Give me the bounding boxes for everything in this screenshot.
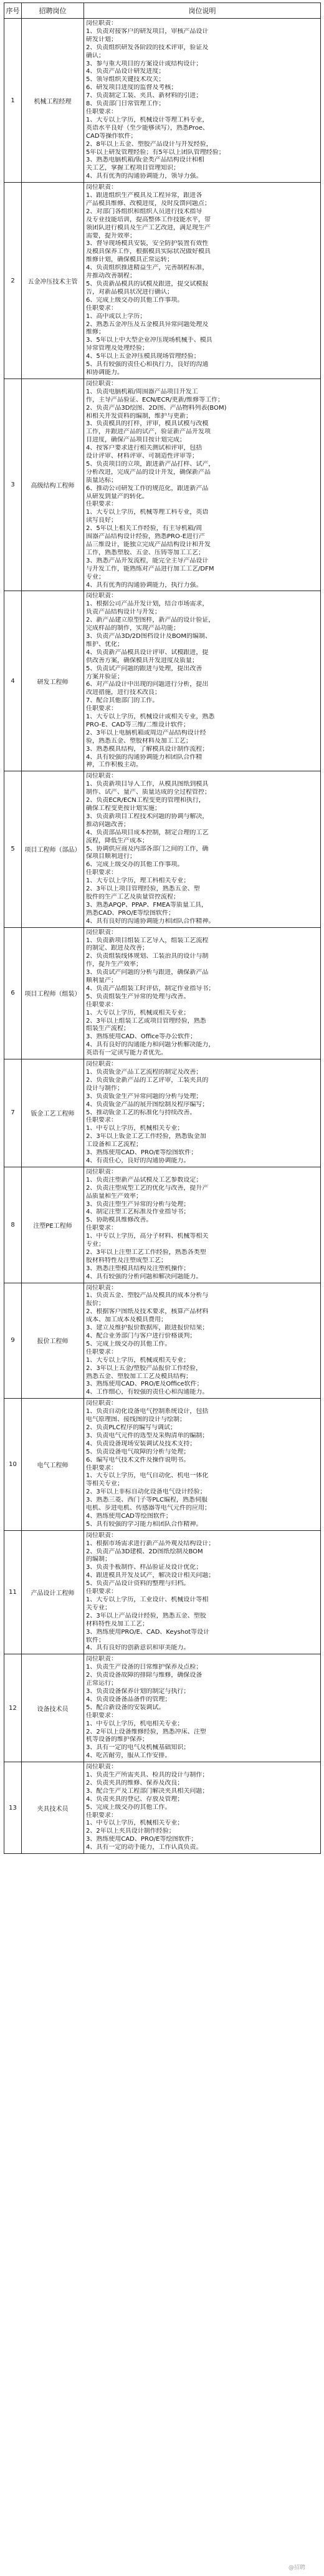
job-table [4, 2, 321, 1854]
description-line: 电机、步进电机、传感器等电气元件的应用； [86, 1505, 211, 1512]
description-line: 3、5年以上中大型企业冲压现场机械手、模具 [86, 337, 212, 344]
description-line: 维修计划，确保模具正常运转； [86, 256, 173, 264]
description-line: 4、工作细心，有较强的责任心和沟通能力。 [86, 1389, 209, 1396]
description-line: 6、完成上级交办的其他工作事项。 [86, 861, 184, 869]
description-line: 读写良好； [86, 517, 117, 524]
description-line: 材料特性及加工工艺； [86, 1620, 148, 1628]
position-description [84, 19, 321, 183]
description-line: 2、负责注塑成型工艺的优化与改善，提升产 [86, 1184, 209, 1192]
description-line: 2、熟悉五金冲压及五金模具异常问题处理及 [86, 321, 209, 328]
description-line: 4、具有较强的沟通协调能力和团队合作精 [86, 753, 202, 761]
description-line: 3、负责设备保养计划的制定与执行； [86, 1687, 190, 1695]
description-line: 岗位职责： [86, 1656, 117, 1663]
description-line: 岗位职责： [86, 184, 117, 191]
description-line: 3、负责注塑生产异常的分析与处理； [86, 1200, 190, 1208]
position-name: 产品设计工程师 [22, 1530, 84, 1654]
description-line: 1、跟进组织生产模具及工程异常，跟进各 [86, 192, 202, 200]
description-line: 2、3年以上非标自动化设备电气设计经验； [86, 1488, 206, 1496]
description-line: 完成样品的制作，实现产品功能； [86, 625, 179, 632]
description-line: 工作，熟悉塑胶、五金、压铸等加工工艺； [86, 549, 204, 556]
description-line: 1、大专以上学历，机械或相关专业； [86, 1009, 190, 1016]
description-line: 的编制； [86, 1556, 111, 1563]
position-name: 高级结构工程师 [22, 379, 84, 591]
row-number: 4 [4, 591, 22, 771]
position-name: 钣金工艺工程师 [22, 1059, 84, 1167]
description-line: 4、5年以上五金冲压模具现场管理经验； [86, 353, 200, 360]
description-line: 成本、加工成本及模具费用； [86, 1316, 167, 1324]
position-name: 夹具技术员 [22, 1762, 84, 1854]
description-line: 3、建立及维护报价数据库，跟进报价结果； [86, 1324, 209, 1332]
description-line: 专业； [86, 1241, 105, 1248]
description-line: 研发计划； [86, 36, 117, 43]
description-line: 胶材料特性及注塑成型工艺； [86, 1257, 167, 1264]
row-number: 13 [4, 1762, 22, 1854]
description-line: 3、负责电气元件的选型及采购清单的编制； [86, 1432, 209, 1439]
position-name: 五金冲压技术主管 [22, 183, 84, 379]
position-description [84, 1059, 321, 1167]
description-line: 验，熟悉五金、塑胶材料及加工工艺； [86, 737, 192, 745]
description-line: 1、大专以上学历，机械设计等理工科专业， [86, 116, 209, 123]
description-line: 产品模具维修、改模进度，及时反馈问题点； [86, 200, 211, 207]
description-line: 1、中专以上学历，机械相关专业； [86, 1125, 184, 1132]
description-line: 3、参与重大项目的方案设计或结构设计； [86, 60, 202, 67]
description-line: 告，对新品模具状况进行确认； [86, 288, 173, 296]
description-line: 目进度，确保产品项目按计划完成； [86, 437, 186, 444]
description-line: 确认； [86, 52, 105, 59]
description-line: 5、推动钣金工艺的标准化与持续改善。 [86, 1109, 196, 1116]
description-line: 5、负责新品模具的试模及跟进，提交试模报 [86, 281, 209, 287]
description-line: 2、负责产品3D绘图、2D图、产品物料列表(BOM) [86, 404, 227, 412]
row-number: 10 [4, 1399, 22, 1531]
description-line: 5年以上研发管理经验；有5年以上团队管理经验； [86, 148, 225, 156]
description-line: 报价； [86, 1300, 105, 1308]
table-row [4, 1762, 321, 1854]
description-line: 围器产品结构设计经验，熟悉PRO-E进行产 [86, 533, 206, 541]
description-line: 3、熟悉APQP、PPAP、FMEA等质量工具， [86, 901, 207, 909]
description-line: 工设备和工艺流程； [86, 1141, 142, 1149]
description-line: 5、协调供应商及内部各部门之间的工作，确 [86, 845, 209, 852]
header-no: 序号 [4, 3, 22, 19]
description-line: 岗位职责： [86, 380, 117, 387]
position-name: 注塑PE工程师 [22, 1167, 84, 1283]
description-line: 4、熟练使用CAD等绘图软件； [86, 1512, 172, 1520]
description-line: 作，主导产品验证、ECN/ECR/更新/维修等工作； [86, 396, 224, 403]
description-line: 1、中专以上学历，机械相关专业； [86, 1820, 184, 1827]
description-line: 6、完成上级交办的其他工作事项。 [86, 296, 184, 304]
description-line: 维护、优化； [86, 640, 123, 648]
description-line: 维修； [86, 329, 105, 336]
description-line: 4、负责产品设计研发进度； [86, 68, 165, 75]
description-line: 制作、试产、量产、质量达成的全过程管控； [86, 789, 211, 796]
description-line: 4、吃苦耐劳，服从工作安排。 [86, 1752, 171, 1760]
description-line: 6、推动公司研发工作的规范化，跟进新产品 [86, 485, 209, 492]
description-line: 5、完成上级交办的其他工作。 [86, 1803, 171, 1811]
description-line: 正常运行； [86, 1680, 117, 1687]
description-line: 3、熟悉三菱、西门子等PLC编程，熟悉伺服 [86, 1497, 207, 1504]
description-line: 5、具有较强的学习能力和团队合作精神。 [86, 1520, 202, 1528]
description-line: 及专业技能培训，提高整体工作技能水平，带 [86, 216, 211, 223]
description-line: 任职要求： [86, 1117, 117, 1124]
description-line: 5、负责项目的立项，跟进新产品打样、试产， [86, 460, 215, 468]
description-line: 从研发到量产的转化。 [86, 493, 148, 500]
description-line: 1、负责电脑机箱/周围器产品项目开发工 [86, 388, 198, 395]
description-line: 3、负责试产问题的分析与跟进，确保新产品 [86, 969, 209, 977]
description-line: 任职要求： [86, 108, 117, 115]
description-line: 1、负责生产设备的日常维护保养及点检； [86, 1664, 202, 1671]
description-line: 1、中专以上学历，机电相关专业； [86, 1720, 184, 1727]
description-line: 4、具有良好的创新意识和审美能力。 [86, 1644, 190, 1652]
table-row [4, 183, 321, 379]
description-line: 1、负责生产所需夹具、检具的设计与制作； [86, 1772, 209, 1779]
row-number: 11 [4, 1530, 22, 1654]
description-line: 岗位职责： [86, 1532, 117, 1539]
description-line: 方案并验证； [86, 673, 123, 680]
description-line: 1、大专以上学历，机械设计或相关专业，熟悉 [86, 713, 215, 721]
description-line: 4、具有良好的沟通能力和问题分析解决能力， [86, 1041, 215, 1049]
description-line: 品三维设计，能独立完成产品结构设计和开发 [86, 541, 211, 548]
position-name: 报价工程师 [22, 1283, 84, 1399]
description-line: 1、负责注塑新产品试模及工艺参数设定； [86, 1176, 202, 1184]
position-description [84, 771, 321, 927]
description-line: 4、负责产品组装工时评估，制定作业指导书； [86, 985, 215, 992]
description-line: 并推动改善制程； [86, 273, 136, 280]
description-line: 4、负责设备备品备件的管理； [86, 1696, 171, 1703]
description-line: 分析改进，完成产品的设计开发，确保新产品 [86, 468, 211, 476]
description-line: 1、大专以上学历，电气自动化、机电一体化 [86, 1472, 209, 1480]
description-line: 组装生产流程； [86, 1025, 130, 1033]
row-number: 9 [4, 1283, 22, 1399]
description-line: 质量达标； [86, 476, 117, 484]
description-line: 5、配合新设备的安装调试。 [86, 1704, 165, 1711]
description-line: 任职要求： [86, 1588, 117, 1596]
description-line: 熟悉CAD、PRO/E等绘图软件； [86, 909, 175, 917]
row-number: 6 [4, 927, 22, 1059]
description-line: 软件； [86, 1636, 105, 1644]
table-row [4, 19, 321, 183]
description-line: 和相关开发资料的编制，维护与更新； [86, 412, 192, 420]
description-line: 2、5年以上相关工作经验，有主导机箱/周 [86, 525, 202, 533]
description-line: 2、负责组装线体规划、工装治具的设计与制 [86, 953, 209, 960]
description-line: 2、3年以上注塑工艺工作经验，熟悉各类塑 [86, 1248, 206, 1256]
description-line: 4、配合业务部门与客户进行价格谈判； [86, 1333, 196, 1339]
description-line: 6、研发项目进度的监督及考核； [86, 84, 178, 92]
description-line: 2、负责产品3D建模、2D图纸绘制及BOM [86, 1548, 203, 1555]
description-line: 岗位职责： [86, 1400, 117, 1407]
description-line: 2、2年以上设备维修经验，熟悉冲床、注塑 [86, 1728, 206, 1735]
description-line: 3、负责模具的打样，评审，模具试模与改模 [86, 420, 209, 428]
description-line: 2、3年以上钣金工艺工作经验，熟悉钣金加 [86, 1133, 206, 1141]
description-line: 的制定、跟进及改善； [86, 945, 148, 952]
position-name: 机械工程经理 [22, 19, 84, 183]
position-description [84, 1167, 321, 1283]
description-line: 2、8年以上五金、塑胶产品设计与开发经验， [86, 140, 212, 148]
description-line: 任职要求： [86, 1348, 117, 1356]
description-line: 品质量和生产效率； [86, 1192, 142, 1200]
position-name: 项目工程师（部品） [22, 771, 84, 927]
description-line: 3、熟练使用CAD、PRO/E及Office软件； [86, 1381, 203, 1388]
description-line: 2、负责组织研发各阶段的技术评审，验证及 [86, 44, 209, 51]
description-line: 2、3年以上组装工艺或项目管理经验，熟悉 [86, 1017, 206, 1025]
description-line: 1、高中或以上学历； [86, 312, 146, 320]
description-line: 设计评审、材料评审、可制造性评审等； [86, 453, 198, 460]
description-line: 任职要求： [86, 1712, 117, 1719]
description-line: 7、配合其他部门的工作。 [86, 697, 159, 705]
description-line: 4、有责任心，良好的沟通协调能力。 [86, 1157, 190, 1164]
description-line: 任职要求： [86, 1225, 117, 1232]
description-line: 1、根据公司产品开发计划，结合市场需求， [86, 601, 209, 608]
description-line: 关专业； [86, 1604, 111, 1611]
description-line: 2、负责设备故障的排除与维修，确保设备 [86, 1672, 202, 1679]
table-header-row [4, 3, 321, 19]
position-name: 项目工程师（组装） [22, 927, 84, 1059]
description-line: 任职要求： [86, 304, 117, 312]
description-line: 1、负责新项目导入工作，从模具图纸到模具 [86, 781, 209, 788]
description-line: 4、按客户要求进行相关测试和评审，包括 [86, 445, 202, 452]
description-line: 3、负责钣金生产异常问题的分析与处理； [86, 1093, 202, 1100]
description-line: 1、根据市场需求进行新产品外观及结构设计； [86, 1540, 215, 1547]
description-line: 3、配合生产及工程部门解决夹具相关问题； [86, 1787, 209, 1795]
description-line: 保项目顺利进行； [86, 853, 136, 861]
table-row [4, 1399, 321, 1531]
description-line: 1、大专以上学历，机械或相关专业； [86, 1356, 190, 1364]
description-line: 英语水平良好（至少能够读写），熟悉Proe、 [86, 124, 209, 132]
description-line: 2、对部门各组织和组织人员进行技术指导 [86, 208, 202, 215]
description-line: 改进措施，进行技术改良； [86, 689, 161, 697]
description-line: 3、熟悉电脑机箱/钣金类产品结构设计和相 [86, 157, 204, 164]
description-line: 1、负责新项目组装工艺导入，组装工艺流程 [86, 937, 209, 944]
description-line: 3、负责手板制作、样品验证及设计优化； [86, 1564, 202, 1571]
description-line: 熟悉五金、塑胶加工工艺及模具结构； [86, 1372, 192, 1380]
description-line: 作，提升生产效率； [86, 961, 142, 968]
header-desc: 岗位说明 [84, 3, 321, 19]
description-line: 1、大专以上学历，机械等理工科专业，英语 [86, 509, 209, 516]
description-line: 岗位职责： [86, 20, 117, 27]
description-line: 供改善方案，确保模具开发进度及质量； [86, 657, 198, 664]
description-line: 5、负责试产问题的跟进与处理，提出改善 [86, 665, 202, 672]
table-row [4, 1530, 321, 1654]
description-line: 4、负责钣金产品的展开图绘制及程序编写； [86, 1101, 209, 1108]
description-line: 岗位职责： [86, 592, 117, 600]
description-line: 2、3年以上项目管理经验，熟悉五金、塑 [86, 885, 200, 893]
row-number: 8 [4, 1167, 22, 1283]
description-line: 神，工作积极主动。 [86, 761, 142, 769]
description-line: 岗位职责： [86, 1284, 117, 1291]
description-line: 1、负责钣金产品工艺流程的制定及改善； [86, 1069, 202, 1076]
description-line: 1、大专以上学历，理工科相关专业； [86, 877, 190, 885]
row-number: 1 [4, 19, 22, 183]
description-line: 4、负责设备现场安装调试及技术支持； [86, 1440, 196, 1447]
table-row [4, 1283, 321, 1399]
description-line: 胶件的生产工艺及质量管控流程； [86, 893, 179, 900]
description-line: 2、负责ECR/ECN工程变更的管理和执行， [86, 797, 205, 804]
description-line: 5、具有较强的责任心和执行力，良好的沟通 [86, 361, 209, 369]
description-line: 3、熟练使用CAD、Office等办公软件； [86, 1033, 197, 1041]
table-row [4, 927, 321, 1059]
description-line: 需要，提升效率； [86, 232, 136, 239]
position-description [84, 927, 321, 1059]
position-description [84, 591, 321, 771]
description-line: CAD等操作软件； [86, 132, 137, 140]
description-line: 3、熟练使用CAD、PRO/E等绘图软件； [86, 1836, 198, 1843]
description-line: 5、负责设备电气故障的分析与处理； [86, 1448, 190, 1455]
row-number: 2 [4, 183, 22, 379]
row-number: 3 [4, 379, 22, 591]
description-line: 4、具有良好的沟通协调能力和团队合作精神。 [86, 917, 215, 925]
position-description [84, 1530, 321, 1654]
description-line: 3、负责新项目工程技术问题的协调与解决， [86, 813, 209, 820]
description-line: 2、3年以上电脑机箱或周边产品结构设计经 [86, 729, 206, 736]
description-line: 任职要求： [86, 1811, 117, 1819]
description-line: 岗位职责： [86, 1763, 117, 1771]
position-description [84, 1762, 321, 1854]
position-description [84, 1283, 321, 1399]
description-line: 和协调能力。 [86, 369, 123, 376]
description-line: 5、协助模具维修改善。 [86, 1217, 153, 1224]
description-line: 6、编写电气技术文件及操作说明书。 [86, 1456, 190, 1464]
table-row [4, 379, 321, 591]
description-line: 2、负责PLC程序的编写与调试； [86, 1424, 176, 1431]
description-line: 4、制定注塑工艺标准及作业指导书； [86, 1208, 190, 1216]
description-line: 任职要求： [86, 1464, 117, 1472]
position-description [84, 379, 321, 591]
watermark: @招聘 [288, 2565, 305, 2571]
description-line: 与开发工作，能熟练对产品进行加工工艺/DFM [86, 565, 214, 572]
description-line: 2、根据客户图纸及技术要求，核算产品材料 [86, 1308, 209, 1316]
description-line: 4、具有优秀的沟通协调能力，领导力强。 [86, 173, 202, 180]
description-line: 英语有一定读写能力者优先。 [86, 1049, 167, 1057]
table-row [4, 591, 321, 771]
description-line: 2、3年以上产品设计经验，熟悉五金、塑胶 [86, 1612, 206, 1619]
description-line: 4、具有较强的分析问题和解决问题能力。 [86, 1273, 202, 1280]
description-line: 工作，并跟进产品的试产，验证新产品开发项 [86, 428, 211, 436]
description-line: 5、完成上级交办的其他工作。 [86, 1340, 171, 1348]
description-line: 7、负责制定工装、夹具、新材料的引进； [86, 92, 202, 100]
description-line: 3、熟悉产品开发流程，能完全主导产品设计 [86, 557, 209, 564]
description-line: 流程，降低生产成本； [86, 837, 148, 844]
table-row [4, 1059, 321, 1167]
table-row [4, 771, 321, 927]
description-line: 3、熟练使用PRO/E、CAD、Keyshot等设计 [86, 1628, 210, 1636]
description-line: 3、负责产品3D/2D图档设计及BOM的编制、 [86, 632, 212, 640]
table-row [4, 1167, 321, 1283]
description-line: PRO-E、CAD等三维/二维设计软件； [86, 721, 189, 728]
description-line: 5、负责组装生产异常的处理与改善。 [86, 993, 190, 1000]
position-description [84, 1399, 321, 1531]
description-line: 6、对产品设计中出现的问题进行分析，提出 [86, 681, 209, 688]
description-line: 4、负责组织推进精益生产，完善制程标准， [86, 264, 209, 272]
description-line: 4、具有优秀的沟通协调能力，执行力强。 [86, 581, 202, 589]
row-number: 12 [4, 1654, 22, 1762]
description-line: 领团队进行模具及生产工艺改进，满足现生产 [86, 224, 211, 231]
description-line: 1、中专以上学历，高分子材料、机械等相关 [86, 1233, 209, 1240]
description-line: 岗位职责： [86, 929, 117, 936]
description-line: 3、具有一定的电气及机械基础知识； [86, 1744, 190, 1752]
description-line: 1、负责五金、塑胶产品及模具的成本分析与 [86, 1292, 209, 1300]
description-line: 岗位职责： [86, 773, 117, 780]
description-line: 设计与制作； [86, 1084, 123, 1092]
table-row [4, 1654, 321, 1762]
row-number: 5 [4, 771, 22, 927]
description-line: 岗位职责： [86, 1061, 117, 1068]
description-line: 及模具保养工作，根据模具实际状况做好模具 [86, 248, 211, 256]
description-line: 确保工程变更按计划实施； [86, 805, 161, 812]
description-line: 4、负责夹具的登记、存放及管理； [86, 1795, 184, 1803]
description-line: 4、负责新产品模具设计评审、试模跟进，提 [86, 649, 209, 656]
description-line: 2、新产品建立原型图样，新产品的设计验证， [86, 617, 215, 624]
description-line: 顺利量产； [86, 977, 117, 985]
position-name: 研发工程师 [22, 591, 84, 771]
row-number: 7 [4, 1059, 22, 1167]
description-line: 负责产品结构设计与开发； [86, 609, 161, 616]
description-line: 2、3年以上五金/塑胶产品报价工作经验， [86, 1364, 202, 1372]
description-line: 岗位职责： [86, 1168, 117, 1175]
description-line: 3、熟悉模具结构，了解模具设计制作流程； [86, 745, 209, 753]
description-line: 等相关专业； [86, 1480, 123, 1488]
description-line: 机等设备的维护保养； [86, 1736, 148, 1744]
position-name: 电气工程师 [22, 1399, 84, 1531]
description-line: 专业； [86, 573, 105, 581]
description-line: 1、负责对接客户的研发项目，审核产品设计 [86, 27, 209, 35]
description-line: 4、负责部品项目成本控制，制定合理的工艺 [86, 829, 209, 836]
position-description [84, 183, 321, 379]
description-line: 3、熟练使用CAD、PRO/E等绘图软件； [86, 1149, 198, 1157]
description-line: 电气原理图、接线图的设计与绘制； [86, 1416, 186, 1424]
description-line: 8、负责部门日常管理工作； [86, 100, 165, 108]
description-line: 2、负责钣金新产品的工艺评审，工装夹具的 [86, 1076, 209, 1084]
description-line: 5、领导组织关键技术攻关； [86, 76, 165, 84]
description-line: 推动问题改善； [86, 821, 130, 828]
description-line: 3、熟悉注塑模具结构及注塑机操作； [86, 1265, 190, 1272]
description-line: 5、负责产品设计资料的整理与归档。 [86, 1580, 190, 1588]
description-line: 3、督导现场模具安装，安全防护装置有效性 [86, 240, 209, 248]
description-line: 2、负责夹具的维修、保养及改良； [86, 1779, 184, 1787]
description-line: 任职要求： [86, 1001, 117, 1008]
position-name: 设备技术员 [22, 1654, 84, 1762]
description-line: 4、具有一定的动手能力，工作认真负责。 [86, 1844, 202, 1851]
description-line: 关工艺，掌握工程项目管理知识； [86, 165, 179, 172]
position-description [84, 1654, 321, 1762]
description-line: 任职要求： [86, 705, 117, 713]
description-line: 1、负责自动化设备电气控制系统设计，包括 [86, 1408, 209, 1416]
description-line: 1、大专以上学历，工业设计、机械设计等相 [86, 1596, 209, 1603]
description-line: 2、2年以上夹具设计制作经验； [86, 1828, 175, 1835]
description-line: 任职要求： [86, 869, 117, 877]
description-line: 任职要求： [86, 501, 117, 508]
header-position: 招聘岗位 [22, 3, 84, 19]
description-line: 异常管理及处理经验； [86, 345, 148, 352]
description-line: 4、跟进模具开发及试产，解决设计相关问题； [86, 1572, 215, 1580]
